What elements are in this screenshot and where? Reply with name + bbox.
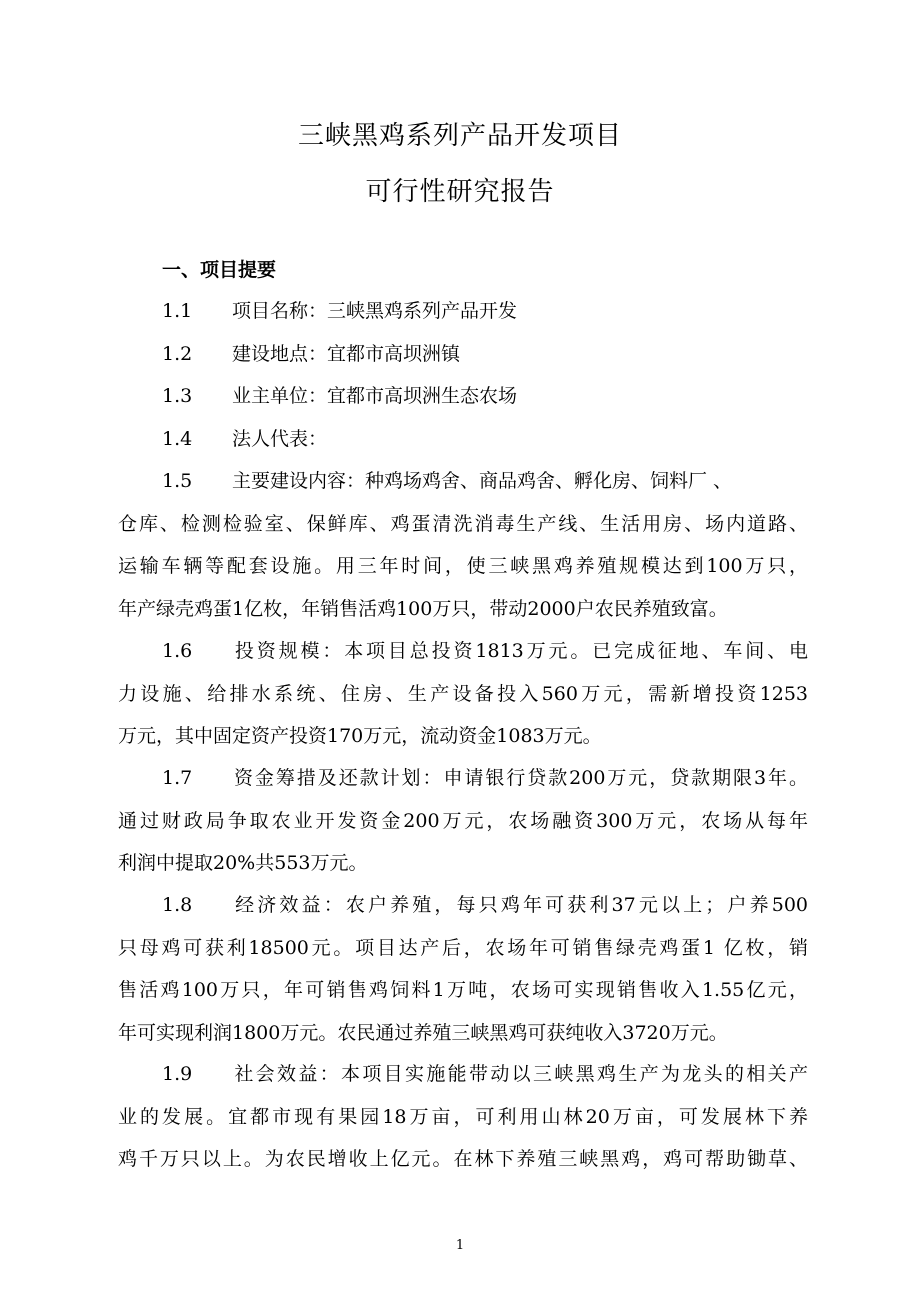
paragraph-line xyxy=(118,333,808,376)
title-line-1: 三峡黑鸡系列产品开发项目 xyxy=(297,121,622,151)
item-text: 建设地点：宜都市高坝洲镇 xyxy=(232,343,461,365)
item-1-1 xyxy=(118,290,808,333)
item-number: 1.6 xyxy=(162,640,193,662)
paragraph-line: 利润中提取20%共553万元。 xyxy=(118,852,368,875)
item-number: 1.7 xyxy=(162,767,193,789)
item-1-9 xyxy=(118,1053,808,1181)
item-text: 项目名称：三峡黑鸡系列产品开发 xyxy=(232,300,518,322)
paragraph-line: 鸡千万只以上。为农民增收上亿元。在林下养殖三峡黑鸡，鸡可帮助锄草、 xyxy=(118,1148,808,1171)
item-1-4 xyxy=(118,418,808,461)
paragraph-line: 售活鸡100万只，年可销售鸡饲料1万吨，农场可实现销售收入1.55亿元， xyxy=(118,979,808,1002)
paragraph-line: 仓库、检测检验室、保鲜库、鸡蛋清洗消毒生产线、生活用房、场内道路、 xyxy=(118,512,808,535)
item-text: 业主单位：宜都市高坝洲生态农场 xyxy=(232,385,518,407)
item-number: 1.2 xyxy=(162,343,193,365)
item-number: 1.1 xyxy=(162,300,193,322)
item-number: 1.4 xyxy=(162,428,193,450)
item-text: 经济效益：农户养殖，每只鸡年可获利37元以上；户养500 xyxy=(232,894,808,916)
paragraph-line: 年产绿壳鸡蛋1亿枚，年销售活鸡100万只，带动2000户农民养殖致富。 xyxy=(118,597,728,620)
section-heading: 一、项目提要 xyxy=(162,259,277,281)
paragraph-line xyxy=(118,418,808,461)
item-1-5 xyxy=(118,460,808,630)
item-1-7 xyxy=(118,757,808,885)
paragraph-line xyxy=(118,630,808,673)
page-number: 1 xyxy=(455,1238,465,1253)
paragraph-line xyxy=(118,290,808,333)
title-line-2: 可行性研究报告 xyxy=(365,177,555,207)
item-1-2 xyxy=(118,333,808,376)
paragraph-line: 力设施、给排水系统、住房、生产设备投入560万元，需新增投资1253 xyxy=(118,682,808,705)
item-text: 主要建设内容：种鸡场鸡舍、商品鸡舍、孵化房、饲料厂 、 xyxy=(232,470,733,492)
item-text: 法人代表： xyxy=(232,428,328,450)
item-text: 投资规模：本项目总投资1813万元。已完成征地、车间、电 xyxy=(232,640,808,662)
item-number: 1.9 xyxy=(162,1063,193,1085)
paragraph-line: 只母鸡可获利18500元。项目达产后，农场年可销售绿壳鸡蛋1 亿枚，销 xyxy=(118,936,808,959)
item-number: 1.5 xyxy=(162,470,193,492)
paragraph-line: 业的发展。宜都市现有果园18万亩，可利用山林20万亩，可发展林下养 xyxy=(118,1105,808,1128)
item-text: 社会效益：本项目实施能带动以三峡黑鸡生产为龙头的相关产 xyxy=(232,1063,808,1085)
paragraph-line xyxy=(118,375,808,418)
paragraph-line xyxy=(118,1053,808,1096)
item-1-8 xyxy=(118,884,808,1054)
paragraph-line xyxy=(118,460,808,503)
paragraph-line xyxy=(118,757,808,800)
paragraph-line: 万元，其中固定资产投资170万元，流动资金1083万元。 xyxy=(118,725,602,748)
item-1-3 xyxy=(118,375,808,418)
paragraph-line: 年可实现利润1800万元。农民通过养殖三峡黑鸡可获纯收入3720万元。 xyxy=(118,1021,728,1044)
paragraph-line: 运输车辆等配套设施。用三年时间，使三峡黑鸡养殖规模达到100万只， xyxy=(118,555,808,578)
item-1-6 xyxy=(118,630,808,758)
item-number: 1.3 xyxy=(162,385,193,407)
item-number: 1.8 xyxy=(162,894,193,916)
paragraph-line xyxy=(118,884,808,927)
item-text: 资金筹措及还款计划：申请银行贷款200万元，贷款期限3年。 xyxy=(232,767,808,789)
paragraph-line: 通过财政局争取农业开发资金200万元，农场融资300万元，农场从每年 xyxy=(118,809,808,832)
